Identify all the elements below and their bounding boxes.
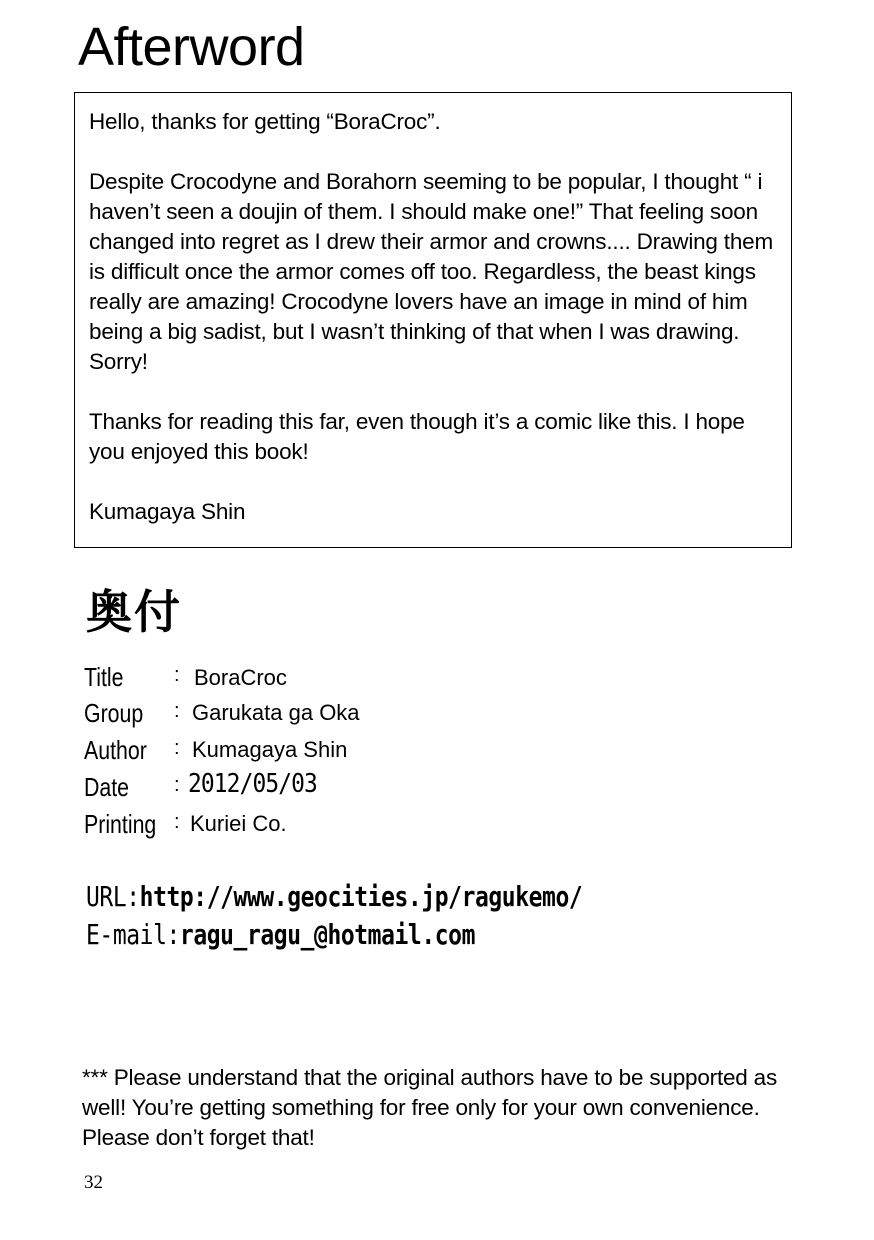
url-link[interactable]: http://www.geocities.jp/ragukemo/: [139, 880, 583, 913]
colophon-value-printing: Kuriei Co.: [190, 811, 287, 836]
afterword-paragraph-1: Despite Crocodyne and Borahorn seeming to be popular, I thought “ i haven’t seen a doujin of them. I should make one!” That feeling soon changed into regret as I drew their armor and crowns.... Drawing them is difficult once the armor comes off too. Regardless, the beast kings really are amazing! Crocodyne lovers have an image in mind of him being a big sadist, but I wasn’t thinking of that when I was drawing. Sorry!: [89, 169, 774, 374]
colophon-colon: :: [174, 664, 180, 686]
colophon-label: Printing: [84, 809, 157, 839]
colophon-label: Title: [84, 662, 124, 692]
page-title: Afterword: [78, 17, 305, 77]
email-link[interactable]: ragu_ragu_@hotmail.com: [179, 918, 476, 951]
page-number: 32: [84, 1172, 103, 1193]
colophon-value-date: 2012/05/03: [188, 769, 317, 799]
afterword-box: [74, 92, 792, 548]
colophon-label: Author: [84, 735, 147, 765]
afterword-paragraph-2: Thanks for reading this far, even though it’s a comic like this. I hope you enjoyed this book!: [89, 409, 745, 464]
email-line: [86, 918, 475, 951]
url-line: [86, 880, 582, 913]
colophon-colon: :: [174, 774, 180, 796]
url-label: URL:: [86, 880, 140, 913]
colophon-value-author: Kumagaya Shin: [192, 737, 348, 762]
colophon-value-group: Garukata ga Oka: [192, 700, 360, 725]
afterword-signature: Kumagaya Shin: [89, 499, 246, 524]
email-label: E-mail:: [86, 918, 180, 951]
colophon-heading: 奥付: [86, 585, 182, 639]
colophon-label: Date: [84, 772, 130, 802]
colophon-value-title: BoraCroc: [194, 665, 287, 690]
colophon-colon: :: [174, 700, 180, 722]
colophon-colon: :: [174, 811, 180, 833]
support-notice: *** Please understand that the original authors have to be supported as well! You’re getting something for free only for your own convenience. Please don’t forget that!: [82, 1065, 778, 1150]
colophon-colon: :: [174, 737, 180, 759]
colophon-label: Group: [84, 698, 144, 728]
afterword-greeting: Hello, thanks for getting “BoraCroc”.: [89, 109, 441, 134]
